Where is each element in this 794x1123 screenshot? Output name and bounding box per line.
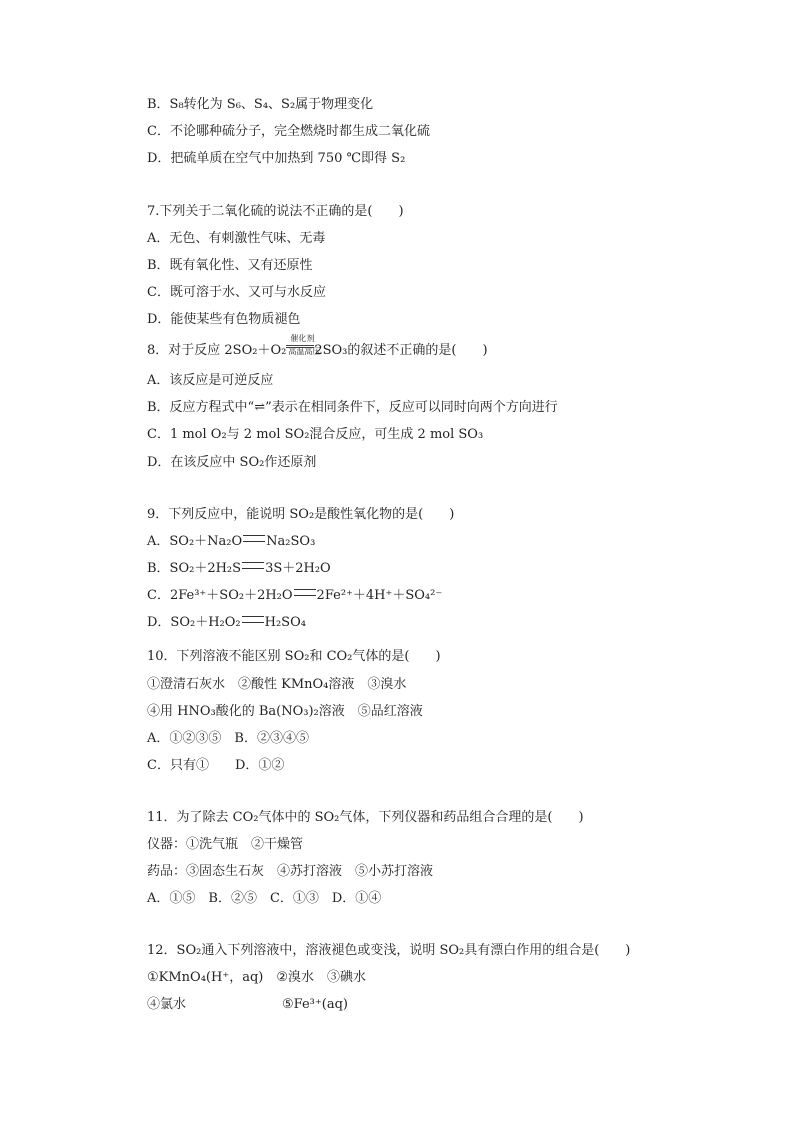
q12-option-4: ④氯水 <box>147 997 187 1012</box>
equals-sign <box>243 535 265 542</box>
q9-b-reactants: B．SO₂＋2H₂S <box>147 561 242 576</box>
q12-option-5: ⑤Fe³⁺(aq) <box>282 997 348 1012</box>
q12-stem: 12．SO₂通入下列溶液中，溶液褪色或变浅，说明 SO₂具有漂白作用的组合是( ) <box>147 943 631 958</box>
q7-option-b: B．既有氧化性、又有还原性 <box>147 258 313 273</box>
q7-option-c: C．既可溶于水、又可与水反应 <box>147 285 326 300</box>
q8-stem-post: 2SO₃的叙述不正确的是( ) <box>314 343 488 358</box>
q8-stem-pre: 8．对于反应 2SO₂＋O₂ <box>147 343 287 358</box>
q7-stem: 7.下列关于二氧化硫的说法不正确的是( ) <box>147 204 404 219</box>
q9-a-reactants: A．SO₂＋Na₂O <box>147 534 243 549</box>
q10-choices-cd: C．只有① D．①② <box>147 758 285 773</box>
q6-option-c: C．不论哪种硫分子，完全燃烧时都生成二氧化硫 <box>147 124 430 139</box>
q9-option-c <box>147 587 442 605</box>
q10-choices-ab: A．①②③⑤ B．②③④⑤ <box>147 731 309 746</box>
q9-c-products: 2Fe²⁺＋4H⁺＋SO₄²⁻ <box>316 588 443 603</box>
equals-sign <box>294 589 316 596</box>
forward-arrow-line <box>286 345 314 346</box>
q9-d-products: H₂SO₄ <box>264 615 306 630</box>
catalyst-label: 催化剂 <box>290 334 315 343</box>
q7-option-a: A．无色、有刺激性气味、无毒 <box>147 231 326 246</box>
q8-option-b: B．反应方程式中“⇌”表示在相同条件下，反应可以同时向两个方向进行 <box>147 400 558 415</box>
reversible-arrow <box>286 334 321 356</box>
q10-stem: 10．下列溶液不能区别 SO₂和 CO₂气体的是( ) <box>147 649 441 664</box>
q12-options-1: ①KMnO₄(H⁺，aq) ②溴水 ③碘水 <box>147 970 366 985</box>
q9-b-products: 3S＋2H₂O <box>265 561 331 576</box>
q8-option-a: A．该反应是可逆反应 <box>147 373 274 388</box>
q9-option-b <box>147 560 331 578</box>
q9-a-products: Na₂SO₃ <box>266 534 316 549</box>
equals-sign <box>242 616 264 623</box>
q10-options-2: ④用 HNO₃酸化的 Ba(NO₃)₂溶液 ⑤品红溶液 <box>147 704 423 719</box>
q7-option-d: D．能使某些有色物质褪色 <box>147 312 301 327</box>
q9-option-d <box>147 614 306 632</box>
q6-option-d: D．把硫单质在空气中加热到 750 ℃即得 S₂ <box>147 151 406 166</box>
q9-d-reactants: D．SO₂＋H₂O₂ <box>147 615 241 630</box>
q10-options-1: ①澄清石灰水 ②酸性 KMnO₄溶液 ③溴水 <box>147 677 407 692</box>
q8-option-d: D．在该反应中 SO₂作还原剂 <box>147 455 317 470</box>
q12-options-2 <box>147 996 348 1014</box>
condition-label: 高温高压 <box>288 347 321 356</box>
q9-c-reactants: C．2Fe³⁺＋SO₂＋2H₂O <box>147 588 293 603</box>
q8-option-c: C．1 mol O₂与 2 mol SO₂混合反应，可生成 2 mol SO₃ <box>147 427 484 442</box>
q6-option-b: B．S₈转化为 S₆、S₄、S₂属于物理变化 <box>147 97 374 112</box>
equals-sign <box>242 562 264 569</box>
q11-reagents: 药品：③固态生石灰 ④苏打溶液 ⑤小苏打溶液 <box>147 864 434 879</box>
q11-instruments: 仪器：①洗气瓶 ②干燥管 <box>147 837 304 852</box>
q8-stem <box>147 334 488 360</box>
q11-stem: 11．为了除去 CO₂气体中的 SO₂气体，下列仪器和药品组合合理的是( ) <box>147 810 584 825</box>
q11-choices: A．①⑤ B．②⑤ C．①③ D．①④ <box>147 891 382 906</box>
q9-option-a <box>147 533 315 551</box>
q9-stem: 9．下列反应中，能说明 SO₂是酸性氧化物的是( ) <box>147 507 455 522</box>
